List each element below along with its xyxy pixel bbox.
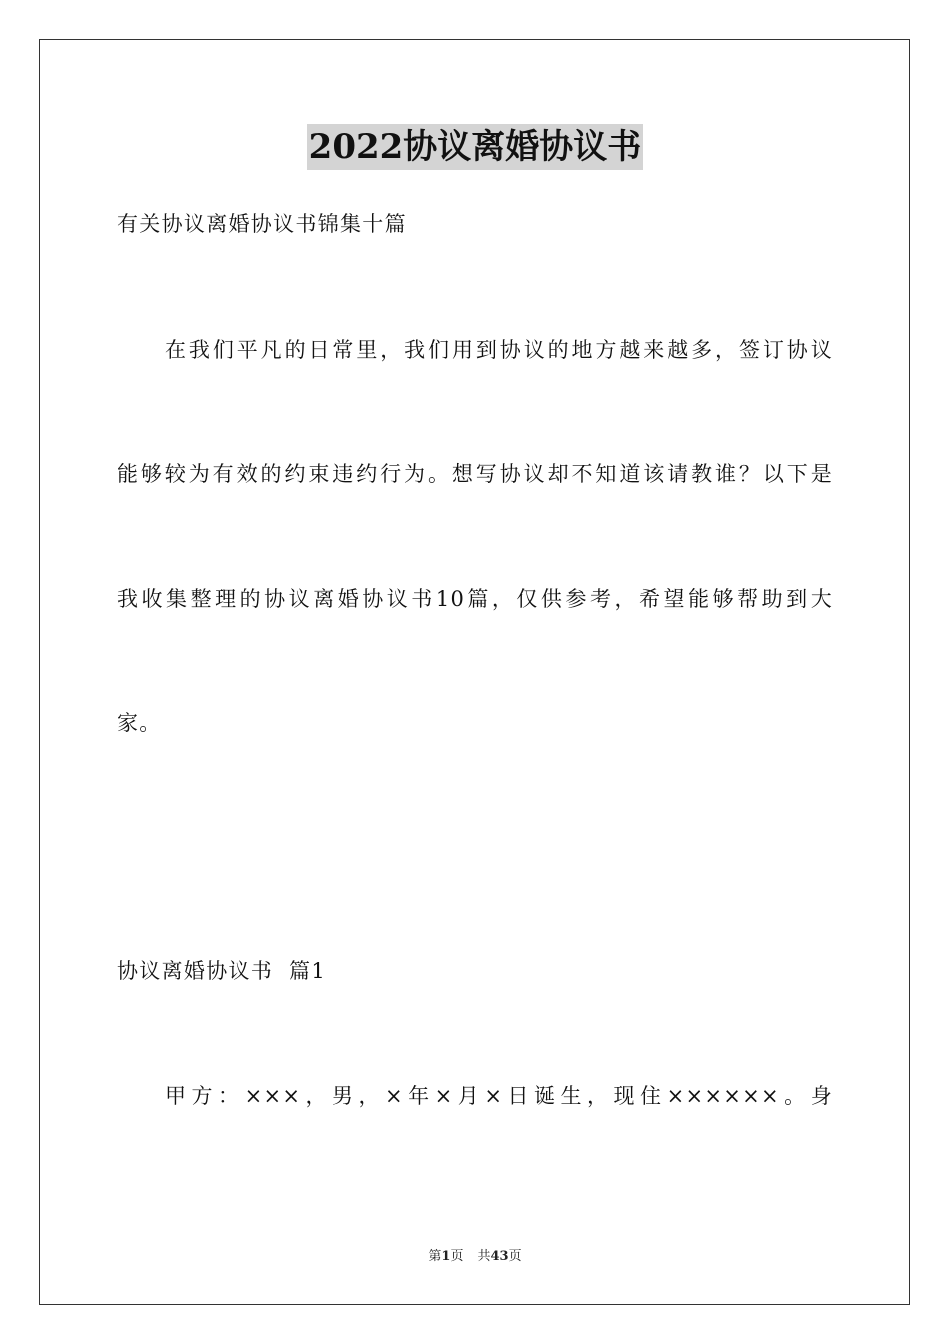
footer-total-suffix: 页 [508, 1249, 522, 1264]
document-subtitle: 有关协议离婚协议书锦集十篇 [117, 212, 407, 236]
footer-page-number: 1 [441, 1249, 451, 1264]
footer-page-suffix: 页 [450, 1249, 464, 1264]
footer-total-prefix: 共 [477, 1249, 491, 1264]
intro-line-2: 能够较为有效的约束违约行为。想写协议却不知道该请教谁？以下是 [117, 462, 833, 486]
document-title: 2022协议离婚协议书 [307, 124, 644, 170]
intro-line-1: 在我们平凡的日常里，我们用到协议的地方越来越多，签订协议 [165, 338, 833, 362]
intro-line-4: 家。 [117, 711, 162, 735]
title-wrap [0, 124, 950, 170]
footer-total-pages: 43 [490, 1249, 509, 1264]
section-heading: 协议离婚协议书 篇1 [117, 959, 327, 983]
intro-line-3: 我收集整理的协议离婚协议书10篇，仅供参考，希望能够帮助到大 [117, 587, 833, 611]
page-footer [0, 1248, 950, 1266]
section-line-1: 甲方：×××，男，×年×月×日诞生，现住××××××。身 [165, 1084, 833, 1108]
footer-page-prefix: 第 [428, 1249, 442, 1264]
